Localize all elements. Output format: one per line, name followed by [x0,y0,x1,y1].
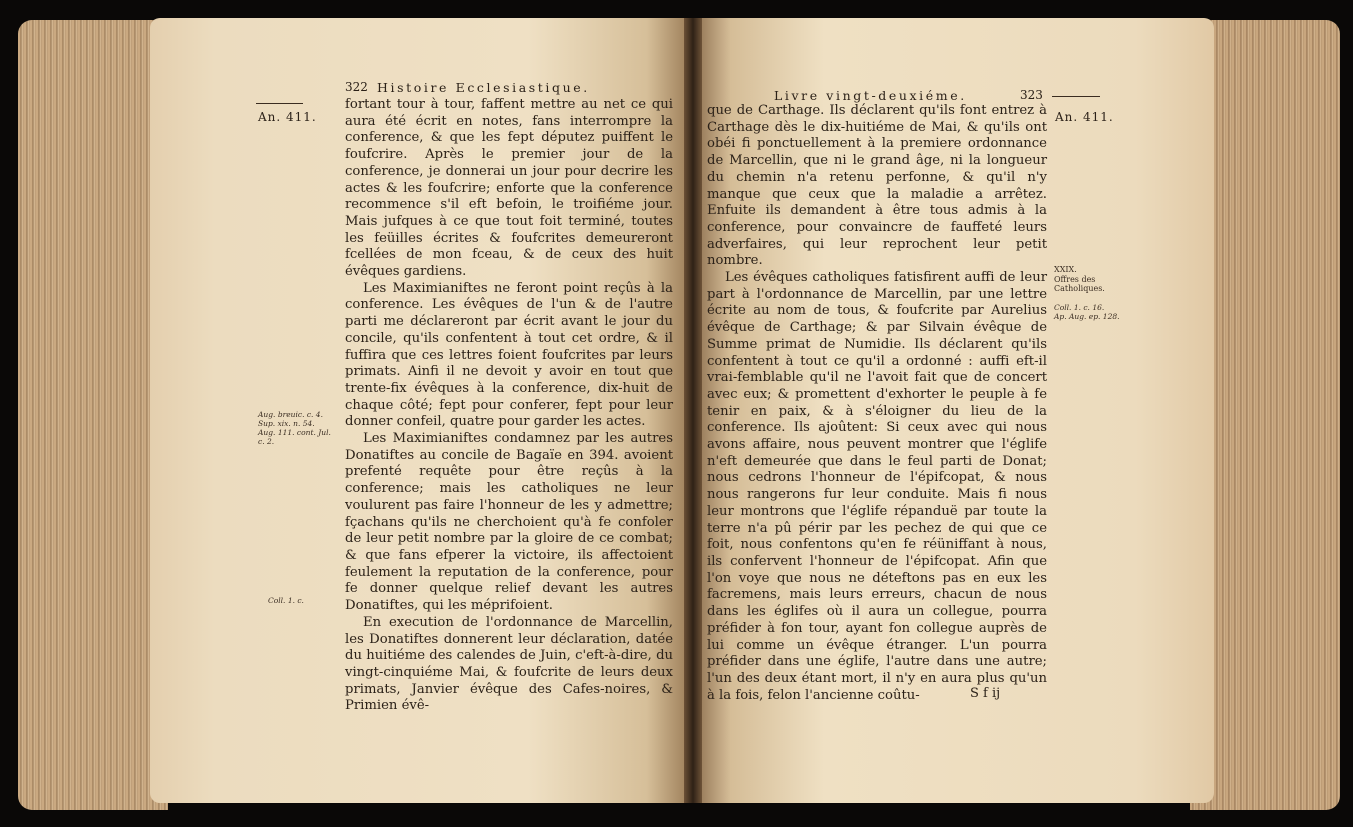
right-folio: 323 [1020,88,1043,102]
right-running-head: Livre vingt-deuxiéme. [774,88,967,103]
left-paragraph-3: Les Maximianiftes condamnez par les autres Donatiftes au concile de Bagaïe en 394. avoient prefenté requête pour être reçûs à la conference; mais les catholiques ne leur voulurent pas faire l'honneur de les y admettre; fçachans qu'ils ne cherchoient qu'à fe confoler de leur petit nombre par la gloire de ce combat; & que fans efperer la victoire, ils affectoient feulement la reputation de la conference, pour fe donner quelque relief devant les autres Donatiftes, qui les méprifoient. [345,431,673,614]
right-paragraph-2: Les évêques catholiques fatisfirent auffi de leur part à l'ordonnance de Marcellin, par une lettre écrite au nom de tous, & foufcrite par Aurelius évêque de Carthage; & par Silvain évêque de Summe primat de Numidie. Ils déclarent qu'ils confentent à tout ce qu'il a ordonné : auffi eft-il vrai-femblable qu'il ne l'avoit fait que de concert avec eux; & promettent d'exhorter le peuple à fe tenir en paix, & à s'éloigner du lieu de la conference. Ils ajoûtent: Si ceux avec qui nous avons affaire, nous peuvent montrer que l'églife n'eft demeurée que dans le feul parti de Donat; nous cedrons l'honneur de l'épifcopat, & nous nous rangerons fur leur conduite. Mais fi nous leur montrons que l'églife répanduë par toute la terre n'a pû périr par les pechez de qui que ce foit, nous confentons qu'en fe réüniffant à nous, ils confervent l'honneur de l'épifcopat. Afin que l'on voye que nous ne déteftons pas en eux les facremens, mais leurs erreurs, chacun de nous dans les églifes où il aura un collegue, pourra préfider à fon tour, ayant fon collegue auprès de lui comme un évêque étranger. L'un pourra préfider dans une églife, l'autre dans une autre; l'un des deux étant mort, il n'y en aura plus qu'un à la fois, felon l'ancienne coûtu- [707,270,1047,703]
right-margin-year: An. 411. [1055,110,1114,124]
signature-mark: S f ij [970,686,1001,701]
left-margin-note-1: Aug. breuic. c. 4. Sup. xix. n. 54. Aug. 111. cont. Jul. c. 2. [258,410,331,446]
margin-rule-left [256,103,303,104]
page-edges-left [18,20,168,810]
right-text-column [707,103,1047,704]
right-margin-note-title: XXIX. Offres des Catholiques. [1054,265,1105,293]
left-margin-year: An. 411. [258,110,317,124]
left-running-head: Histoire Ecclesiastique. [377,80,590,95]
left-paragraph-1: fortant tour à tour, faffent mettre au net ce qui aura été écrit en notes, fans interrompre la conference, & que les fept députez puiffent le foufcrire. Après le premier jour de la conference, je donnerai un jour pour decrire les actes & les foufcrire; enforte que la conference recommence s'il eft befoin, le troifiéme jour. Mais jufques à ce que tout foit terminé, toutes les feüilles écrites & foufcrites demeureront fcellées de mon fceau, & de ceux des huit évêques gardiens. [345,97,673,280]
book-gutter [684,18,702,803]
right-margin-note [1054,256,1124,321]
left-folio: 322 [345,80,368,94]
right-paragraph-1: que de Carthage. Ils déclarent qu'ils font entrez à Carthage dès le dix-huitiéme de Mai, & qu'ils ont obéi fi ponctuellement à la premiere ordonnance de Marcellin, que ni le grand âge, ni la longueur du chemin n'a retenu perfonne, & qu'il n'y manque que ceux que la maladie a arrêtez. Enfuite ils demandent à être tous admis à la conference, pour convaincre de fauffeté leurs adverfaires, qui leur reprochent leur petit nombre. [707,103,1047,269]
left-paragraph-2: Les Maximianiftes ne feront point reçûs à la conference. Les évêques de l'un & de l'autre parti me déclareront par écrit avant le jour du concile, qu'ils confentent à tout cet ordre, & il fuffira que ces lettres foient foufcrites par leurs primats. Ainfi il ne devoit y avoir en tout que trente-fix évêques à la conference, dix-huit de chaque côté; fept pour conferer, fept pour leur donner confeil, quatre pour garder les actes. [345,280,673,430]
right-margin-note-refs: Coll. 1. c. 16. Ap. Aug. ep. 128. [1054,302,1120,321]
left-paragraph-4: En execution de l'ordonnance de Marcellin, les Donatiftes donnerent leur déclaration, datée du huitiéme des calendes de Juin, c'eft-à-dire, du vingt-cinquiéme Mai, & foufcrite de leurs deux primats, Janvier évêque des Cafes-noires, & Primien évê- [345,614,673,714]
left-margin-note-2: Coll. 1. c. [268,596,304,605]
left-text-column [345,97,673,715]
margin-rule-right [1052,96,1100,97]
